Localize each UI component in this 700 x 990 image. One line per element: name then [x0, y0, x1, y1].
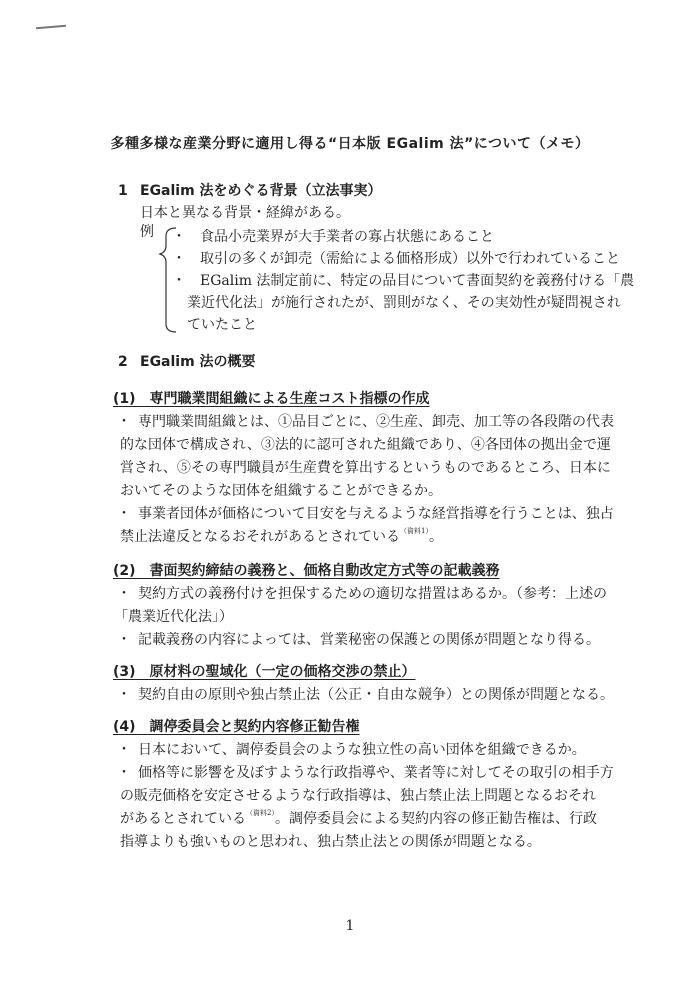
sub4-bullet2-line1: 価格等に影響を及ぼすような行政指導や、業者等に対してその取引の相手方 [138, 765, 614, 781]
sub1-bullet1-line3: 営され、⑤その専門職員が生産費を算出するというものであるところ、日本に [120, 460, 611, 476]
sub1-bullet1-line4: おいてそのような団体を組織することができるか。 [120, 483, 442, 499]
sub2-bullet1-line2: 「農業近代化法」） [114, 609, 233, 625]
subsection-1-heading: (1) 専門職業間組織による生産コスト指標の作成 [113, 391, 430, 407]
reference-1: （資料1） [400, 527, 429, 535]
section-2-heading [118, 351, 256, 371]
subsection-2-heading: (2) 書面契約締結の義務と、価格自動改定方式等の記載義務 [113, 563, 500, 579]
sub1-bullet2-line2 [120, 526, 443, 546]
sub4-bullet2-text: があるとされている [120, 811, 246, 827]
bullet-marker: ・ [117, 765, 131, 781]
sub4-bullet2-cont: 。調停委員会による契約内容の修正勧告権は、行政 [274, 811, 597, 827]
sub2-bullet2: 記載義務の内容によっては、営業秘密の保護との関係が問題となり得る。 [138, 632, 600, 648]
sub1-bullet2-text: 禁止法違反となるおそれがあるとされている [120, 529, 400, 545]
sub3-bullet1: 契約自由の原則や独占禁止法（公正・自由な競争）との関係が問題となる。 [138, 687, 614, 703]
section-2-number: 2 [118, 354, 128, 370]
sub4-bullet2-line2: の販売価格を安定させるような行政指導は、独占禁止法上問題となるおそれ [120, 788, 596, 804]
section-1-heading [118, 180, 382, 200]
sub1-bullet1-line2: 的な団体で構成され、③法的に認可された組織であり、④各団体の拠出金で運 [120, 437, 611, 453]
example-item-3-end: ていたこと [187, 317, 257, 333]
sub1-bullet1-line1: 専門職業間組織とは、①品目ごとに、②生産、卸売、加工等の各段階の代表 [138, 414, 614, 430]
document-title: 多種多様な産業分野に適用し得る“日本版 EGalim 法”について（メモ） [110, 136, 590, 152]
section-2-title: EGalim 法の概要 [140, 354, 256, 370]
subsection-4-heading: (4) 調停委員会と契約内容修正勧告権 [113, 719, 360, 735]
bullet-marker: ・ [117, 632, 131, 648]
bullet-marker: ・ [117, 687, 131, 703]
section-1-number: 1 [118, 183, 128, 199]
sub4-bullet2-line3 [120, 808, 597, 828]
example-item-3-cont: 業近代化法」が施行されたが、罰則がなく、その実効性が疑問視され [187, 295, 621, 311]
bullet-marker: ・ [117, 506, 131, 522]
section-1-title: EGalim 法をめぐる背景（立法事実） [140, 183, 382, 199]
bullet-marker: ・ [117, 742, 131, 758]
sub1-bullet2-period: 。 [428, 529, 443, 545]
example-item-1: ・ 食品小売業界が大手業者の寡占状態にあること [172, 229, 494, 245]
subsection-3-heading: (3) 原材料の聖域化（一定の価格交渉の禁止） [113, 664, 416, 680]
page-number: 1 [345, 918, 355, 934]
sub4-bullet2-line4: 指導よりも強いものと思われ、独占禁止法との関係が問題となる。 [120, 834, 541, 850]
scan-mark [36, 25, 66, 30]
section-1-intro: 日本と異なる背景・経緯がある。 [140, 205, 350, 221]
bullet-marker: ・ [117, 586, 131, 602]
example-item-3: ・ EGalim 法制定前に、特定の品目について書面契約を義務付ける「農 [172, 273, 635, 289]
bullet-marker: ・ [117, 414, 131, 430]
reference-2: （資料2） [246, 809, 275, 817]
sub1-bullet2-line1: 事業者団体が価格について目安を与えるような経営指導を行うことは、独占 [138, 506, 614, 522]
example-item-2: ・ 取引の多くが卸売（需給による価格形成）以外で行われていること [172, 251, 620, 267]
sub2-bullet1-line1: 契約方式の義務付けを担保するための適切な措置はあるか。（参考：上述の [138, 586, 607, 602]
sub4-bullet1: 日本において、調停委員会のような独立性の高い団体を組織できるか。 [138, 742, 586, 758]
example-label: 例 [140, 224, 154, 240]
